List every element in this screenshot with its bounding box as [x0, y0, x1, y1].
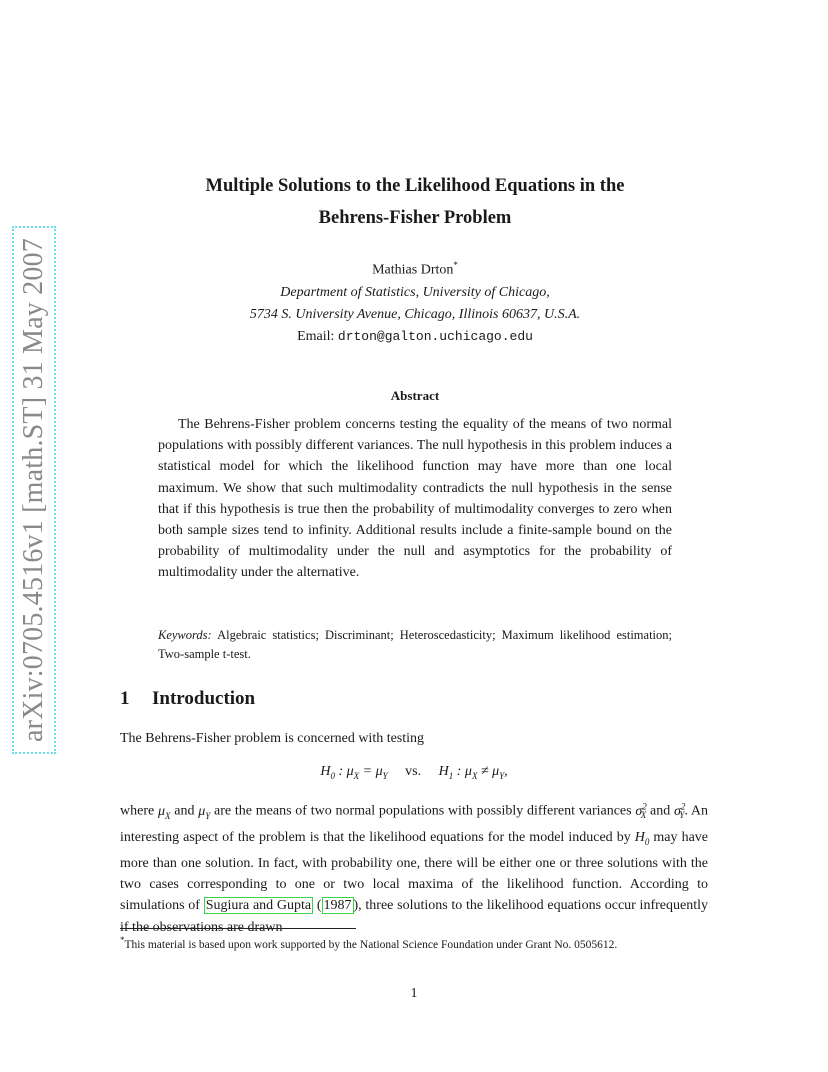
eq-null-hypothesis: $H_0$ : $\mu_X = \mu_Y$	[320, 764, 388, 781]
abstract-body	[158, 414, 672, 584]
footnote-mark: *	[120, 935, 125, 945]
intro-sentence-1: The Behrens-Fisher problem is concerned with testing	[120, 731, 425, 746]
section-number: 1	[120, 688, 130, 709]
abstract-heading: Abstract	[390, 388, 440, 403]
title-line-2: Behrens-Fisher Problem	[318, 208, 512, 228]
keywords-text: Algebraic statistics; Discriminant; Heteroscedasticity; Maximum likelihood estimation; Two-sample t-test.	[158, 628, 672, 661]
arxiv-identifier-stamp[interactable]: arXiv:0705.4516v1 [math.ST] 31 May 2007	[12, 226, 56, 754]
eq-alt-hypothesis: $H_1$ : $\mu_X \ne \mu_Y$,	[438, 764, 508, 781]
arxiv-stamp-area	[12, 240, 56, 740]
email-label: Email:	[297, 328, 335, 344]
section-heading	[120, 688, 255, 710]
page-number: 1	[410, 986, 418, 1001]
author-name-line	[120, 254, 710, 282]
keywords	[158, 626, 672, 664]
title-line-1: Multiple Solutions to the Likelihood Equations in the	[205, 176, 625, 196]
section-title: Introduction	[152, 688, 256, 709]
affiliation-line-2: 5734 S. University Avenue, Chicago, Illinois 60637, U.S.A.	[249, 306, 581, 322]
eq-vs: vs.	[405, 764, 422, 779]
abstract-text: The Behrens-Fisher problem concerns testing the equality of the means of two normal populations with possibly different variances. The null hypothesis in this problem induces a statistical model for which the likelihood function may have more than one local maximum. We show that such multimodality contradicts the null hypothesis in the sense that if this hypothesis is true then the probability of multimodality converges to zero when both sample sizes tend to infinity. Additional results include a finite-sample bound on the probability of multimodality under the null and asymptotics for the probability of multimodality under the alternative.	[158, 417, 672, 581]
email-address[interactable]: drton@galton.uchicago.edu	[337, 328, 533, 344]
author-name: Mathias Drton	[372, 262, 454, 278]
email-line	[120, 326, 710, 348]
affiliation-line-1: Department of Statistics, University of Chicago,	[280, 284, 550, 300]
paper-title	[120, 170, 710, 234]
footnote-text: This material is based upon work supported by the National Science Foundation under Grant No. 0505612.	[124, 938, 618, 951]
author-footnote-mark[interactable]: *	[453, 260, 458, 270]
footnote	[120, 932, 708, 954]
hypothesis-equation	[120, 764, 708, 781]
footnote-rule	[120, 928, 356, 929]
citation-year-link[interactable]: 1987	[323, 898, 352, 914]
keywords-label: Keywords:	[158, 628, 212, 642]
citation-authors-link[interactable]: Sugiura and Gupta	[205, 898, 312, 914]
intro-paragraph-2: where $\mu_X$ and $\mu_Y$ are the means of two normal populations with possibly different variances $\sigma^2_X$ and $\sigma^2_Y$. An interesting aspect of the problem is that the likelihood equations for the model induced by $H_0$ may have more than one solution. In fact, with probability one, there will be either one or three solutions with the two cases corresponding to one or two local maxima of the likelihood function. According to simulations of Sugiura and Gupta ( 1987 ), three solutions to the likelihood equations occur infrequently if the observations are drawn	[120, 801, 709, 935]
author-block	[120, 254, 710, 348]
